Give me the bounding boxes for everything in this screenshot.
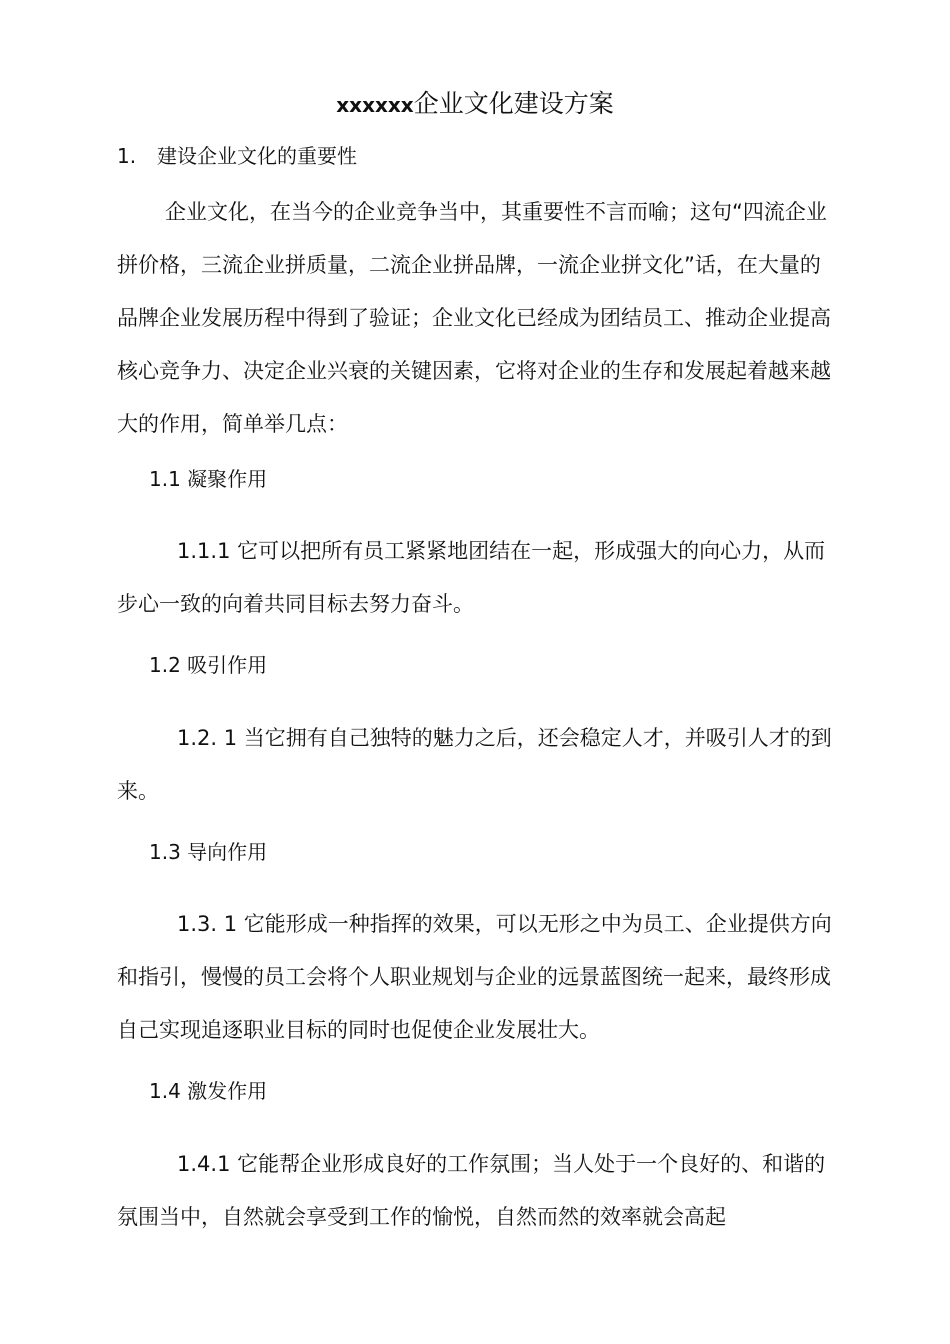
subheading-cohesion: 1.1 凝聚作用 <box>149 467 268 491</box>
paragraph-motivation: 1.4.1 它能帮企业形成良好的工作氛围；当人处于一个良好的、和谐的氛围当中，自然就会享受到工作的愉悦，自然而然的效率就会高起 <box>117 1152 826 1229</box>
section-heading-text: 建设企业文化的重要性 <box>157 144 357 168</box>
paragraph-guidance: 1.3. 1 它能形成一种指挥的效果，可以无形之中为员工、企业提供方向和指引，慢慢的员工会将个人职业规划与企业的远景蓝图统一起来，最终形成自己实现追逐职业目标的同时也促使企业发展壮大。 <box>117 912 832 1042</box>
subheading-attraction: 1.2 吸引作用 <box>149 653 268 677</box>
paragraph-attraction: 1.2. 1 当它拥有自己独特的魅力之后，还会稳定人才，并吸引人才的到来。 <box>117 726 832 803</box>
subheading-guidance: 1.3 导向作用 <box>149 840 268 864</box>
section-number: 1. <box>117 144 137 168</box>
title-latin: xxxxxx <box>336 93 414 117</box>
section-heading <box>117 140 357 172</box>
title-chinese: 企业文化建设方案 <box>413 89 614 118</box>
intro-paragraph: 企业文化，在当今的企业竞争当中，其重要性不言而喻；这句“四流企业拼价格，三流企业拼质量，二流企业拼品牌，一流企业拼文化”话，在大量的品牌企业发展历程中得到了验证；企业文化已经成为团结员工、推动企业提高核心竞争力、决定企业兴衰的关键因素，它将对企业的生存和发展起着越来越大的作用，简单举几点： <box>117 200 831 436</box>
subheading-motivation: 1.4 激发作用 <box>149 1079 268 1103</box>
paragraph-cohesion: 1.1.1 它可以把所有员工紧紧地团结在一起，形成强大的向心力，从而步心一致的向着共同目标去努力奋斗。 <box>117 539 826 616</box>
document-title <box>0 86 950 123</box>
